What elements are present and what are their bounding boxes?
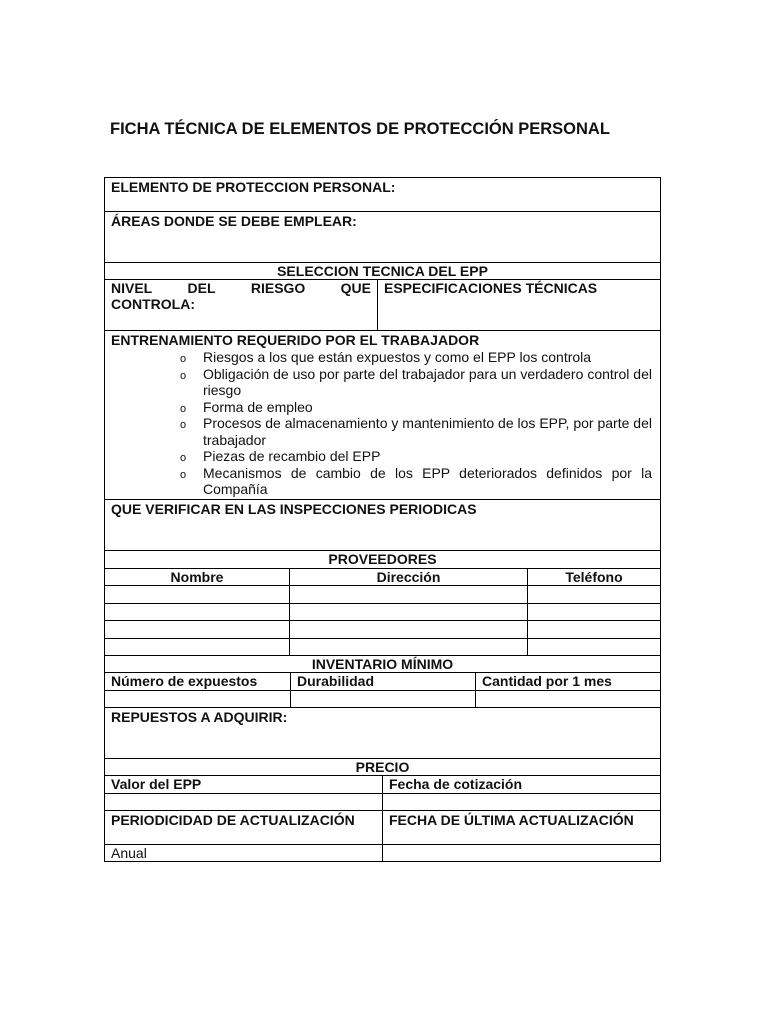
- bullet-icon: o: [180, 369, 187, 382]
- column-header-nombre: Nombre: [105, 569, 290, 585]
- entrenamiento-section: [105, 331, 660, 500]
- list-item-text: Forma de empleo: [203, 398, 313, 415]
- proveedores-header: PROVEEDORES: [105, 551, 660, 569]
- page-title: FICHA TÉCNICA DE ELEMENTOS DE PROTECCIÓN PERSONAL: [110, 120, 610, 138]
- entrenamiento-list: [105, 349, 660, 498]
- expuestos-cell[interactable]: [105, 691, 291, 707]
- proveedor-telefono-cell[interactable]: [528, 604, 660, 620]
- proveedor-nombre-cell[interactable]: [105, 621, 290, 638]
- table-row: [105, 845, 660, 861]
- actualizacion-columns: [105, 811, 660, 845]
- proveedor-telefono-cell[interactable]: [528, 621, 660, 638]
- column-header-periodicidad: PERIODICIDAD DE ACTUALIZACIÓN: [105, 811, 383, 844]
- list-item-text: Riesgos a los que están expuestos y como el EPP los controla: [203, 349, 592, 365]
- proveedor-nombre-cell[interactable]: [105, 639, 290, 655]
- proveedor-direccion-cell[interactable]: [290, 604, 528, 620]
- entrenamiento-header: ENTRENAMIENTO REQUERIDO POR EL TRABAJADOR: [111, 332, 480, 348]
- table-row: [105, 604, 660, 621]
- list-item-text: Piezas de recambio del EPP: [203, 448, 381, 464]
- list-item: [177, 366, 660, 399]
- especificaciones-label: ESPECIFICACIONES TÉCNICAS: [384, 280, 598, 296]
- column-header-fecha-cotizacion: Fecha de cotización: [389, 776, 523, 792]
- column-header-expuestos: Número de expuestos: [105, 673, 291, 690]
- inventario-columns: [105, 673, 660, 691]
- column-header-cantidad: Cantidad por 1 mes: [482, 673, 612, 689]
- list-item: [177, 399, 660, 416]
- durabilidad-cell[interactable]: [291, 691, 476, 707]
- elemento-field[interactable]: [105, 178, 660, 212]
- periodicidad-value[interactable]: Anual: [105, 845, 383, 861]
- precio-header: PRECIO: [105, 759, 660, 776]
- valor-cell[interactable]: [105, 794, 383, 810]
- inspecciones-field[interactable]: [105, 500, 660, 551]
- column-header-direccion: Dirección: [290, 569, 528, 585]
- table-row: [105, 621, 660, 639]
- column-header-fecha-actualizacion: FECHA DE ÚLTIMA ACTUALIZACIÓN: [389, 812, 634, 828]
- list-item: [177, 349, 660, 366]
- proveedor-direccion-cell[interactable]: [290, 639, 528, 655]
- elemento-label: ELEMENTO DE PROTECCION PERSONAL:: [111, 179, 396, 195]
- seleccion-row: [105, 280, 660, 331]
- nivel-riesgo-field[interactable]: [105, 280, 378, 330]
- list-item-text: Procesos de almacenamiento y mantenimiento de los EPP, por parte del trabajador: [203, 415, 652, 448]
- inventario-header: INVENTARIO MÍNIMO: [105, 656, 660, 673]
- bullet-icon: o: [180, 353, 187, 365]
- fecha-cotizacion-cell[interactable]: [383, 794, 660, 810]
- fecha-actualizacion-value[interactable]: [383, 845, 660, 861]
- list-item: [177, 415, 660, 448]
- table-row: [105, 586, 660, 604]
- seleccion-header: SELECCION TECNICA DEL EPP: [105, 263, 660, 280]
- cantidad-cell[interactable]: [476, 691, 660, 707]
- del-word: DEL: [187, 280, 216, 296]
- list-item: [177, 465, 660, 498]
- bullet-icon: o: [180, 452, 187, 464]
- bullet-icon: o: [180, 402, 187, 415]
- ficha-tecnica-form: [104, 177, 661, 862]
- proveedor-nombre-cell[interactable]: [105, 586, 290, 603]
- nivel-riesgo-label-line2: CONTROLA:: [111, 296, 195, 312]
- proveedor-telefono-cell[interactable]: [528, 639, 660, 655]
- que-word: QUE: [340, 280, 371, 296]
- nivel-riesgo-label-line1: [111, 280, 371, 296]
- proveedor-direccion-cell[interactable]: [290, 586, 528, 603]
- list-item: [177, 448, 660, 465]
- proveedores-columns: [105, 569, 660, 586]
- table-row: [105, 639, 660, 656]
- column-header-telefono: Teléfono: [565, 569, 623, 585]
- table-row: [105, 794, 660, 811]
- inspecciones-label: QUE VERIFICAR EN LAS INSPECCIONES PERIODICAS: [111, 501, 477, 517]
- proveedor-telefono-cell[interactable]: [528, 586, 660, 603]
- precio-columns: [105, 776, 660, 794]
- areas-label: ÁREAS DONDE SE DEBE EMPLEAR:: [111, 213, 357, 229]
- column-header-valor: Valor del EPP: [105, 776, 383, 793]
- column-header-durabilidad: Durabilidad: [291, 673, 476, 690]
- nivel-word: NIVEL: [111, 280, 153, 296]
- table-row: [105, 691, 660, 708]
- repuestos-label: REPUESTOS A ADQUIRIR:: [111, 709, 288, 725]
- proveedor-nombre-cell[interactable]: [105, 604, 290, 620]
- especificaciones-field[interactable]: [378, 280, 660, 330]
- bullet-icon: o: [180, 468, 187, 481]
- list-item-text: Mecanismos de cambio de los EPP deteriorados definidos por la Compañía: [203, 464, 652, 497]
- areas-field[interactable]: [105, 212, 660, 263]
- riesgo-word: RIESGO: [250, 280, 306, 296]
- proveedor-direccion-cell[interactable]: [290, 621, 528, 638]
- bullet-icon: o: [180, 419, 187, 431]
- list-item-text: Obligación de uso por parte del trabajador para un verdadero control del riesgo: [203, 365, 652, 398]
- repuestos-field[interactable]: [105, 708, 660, 759]
